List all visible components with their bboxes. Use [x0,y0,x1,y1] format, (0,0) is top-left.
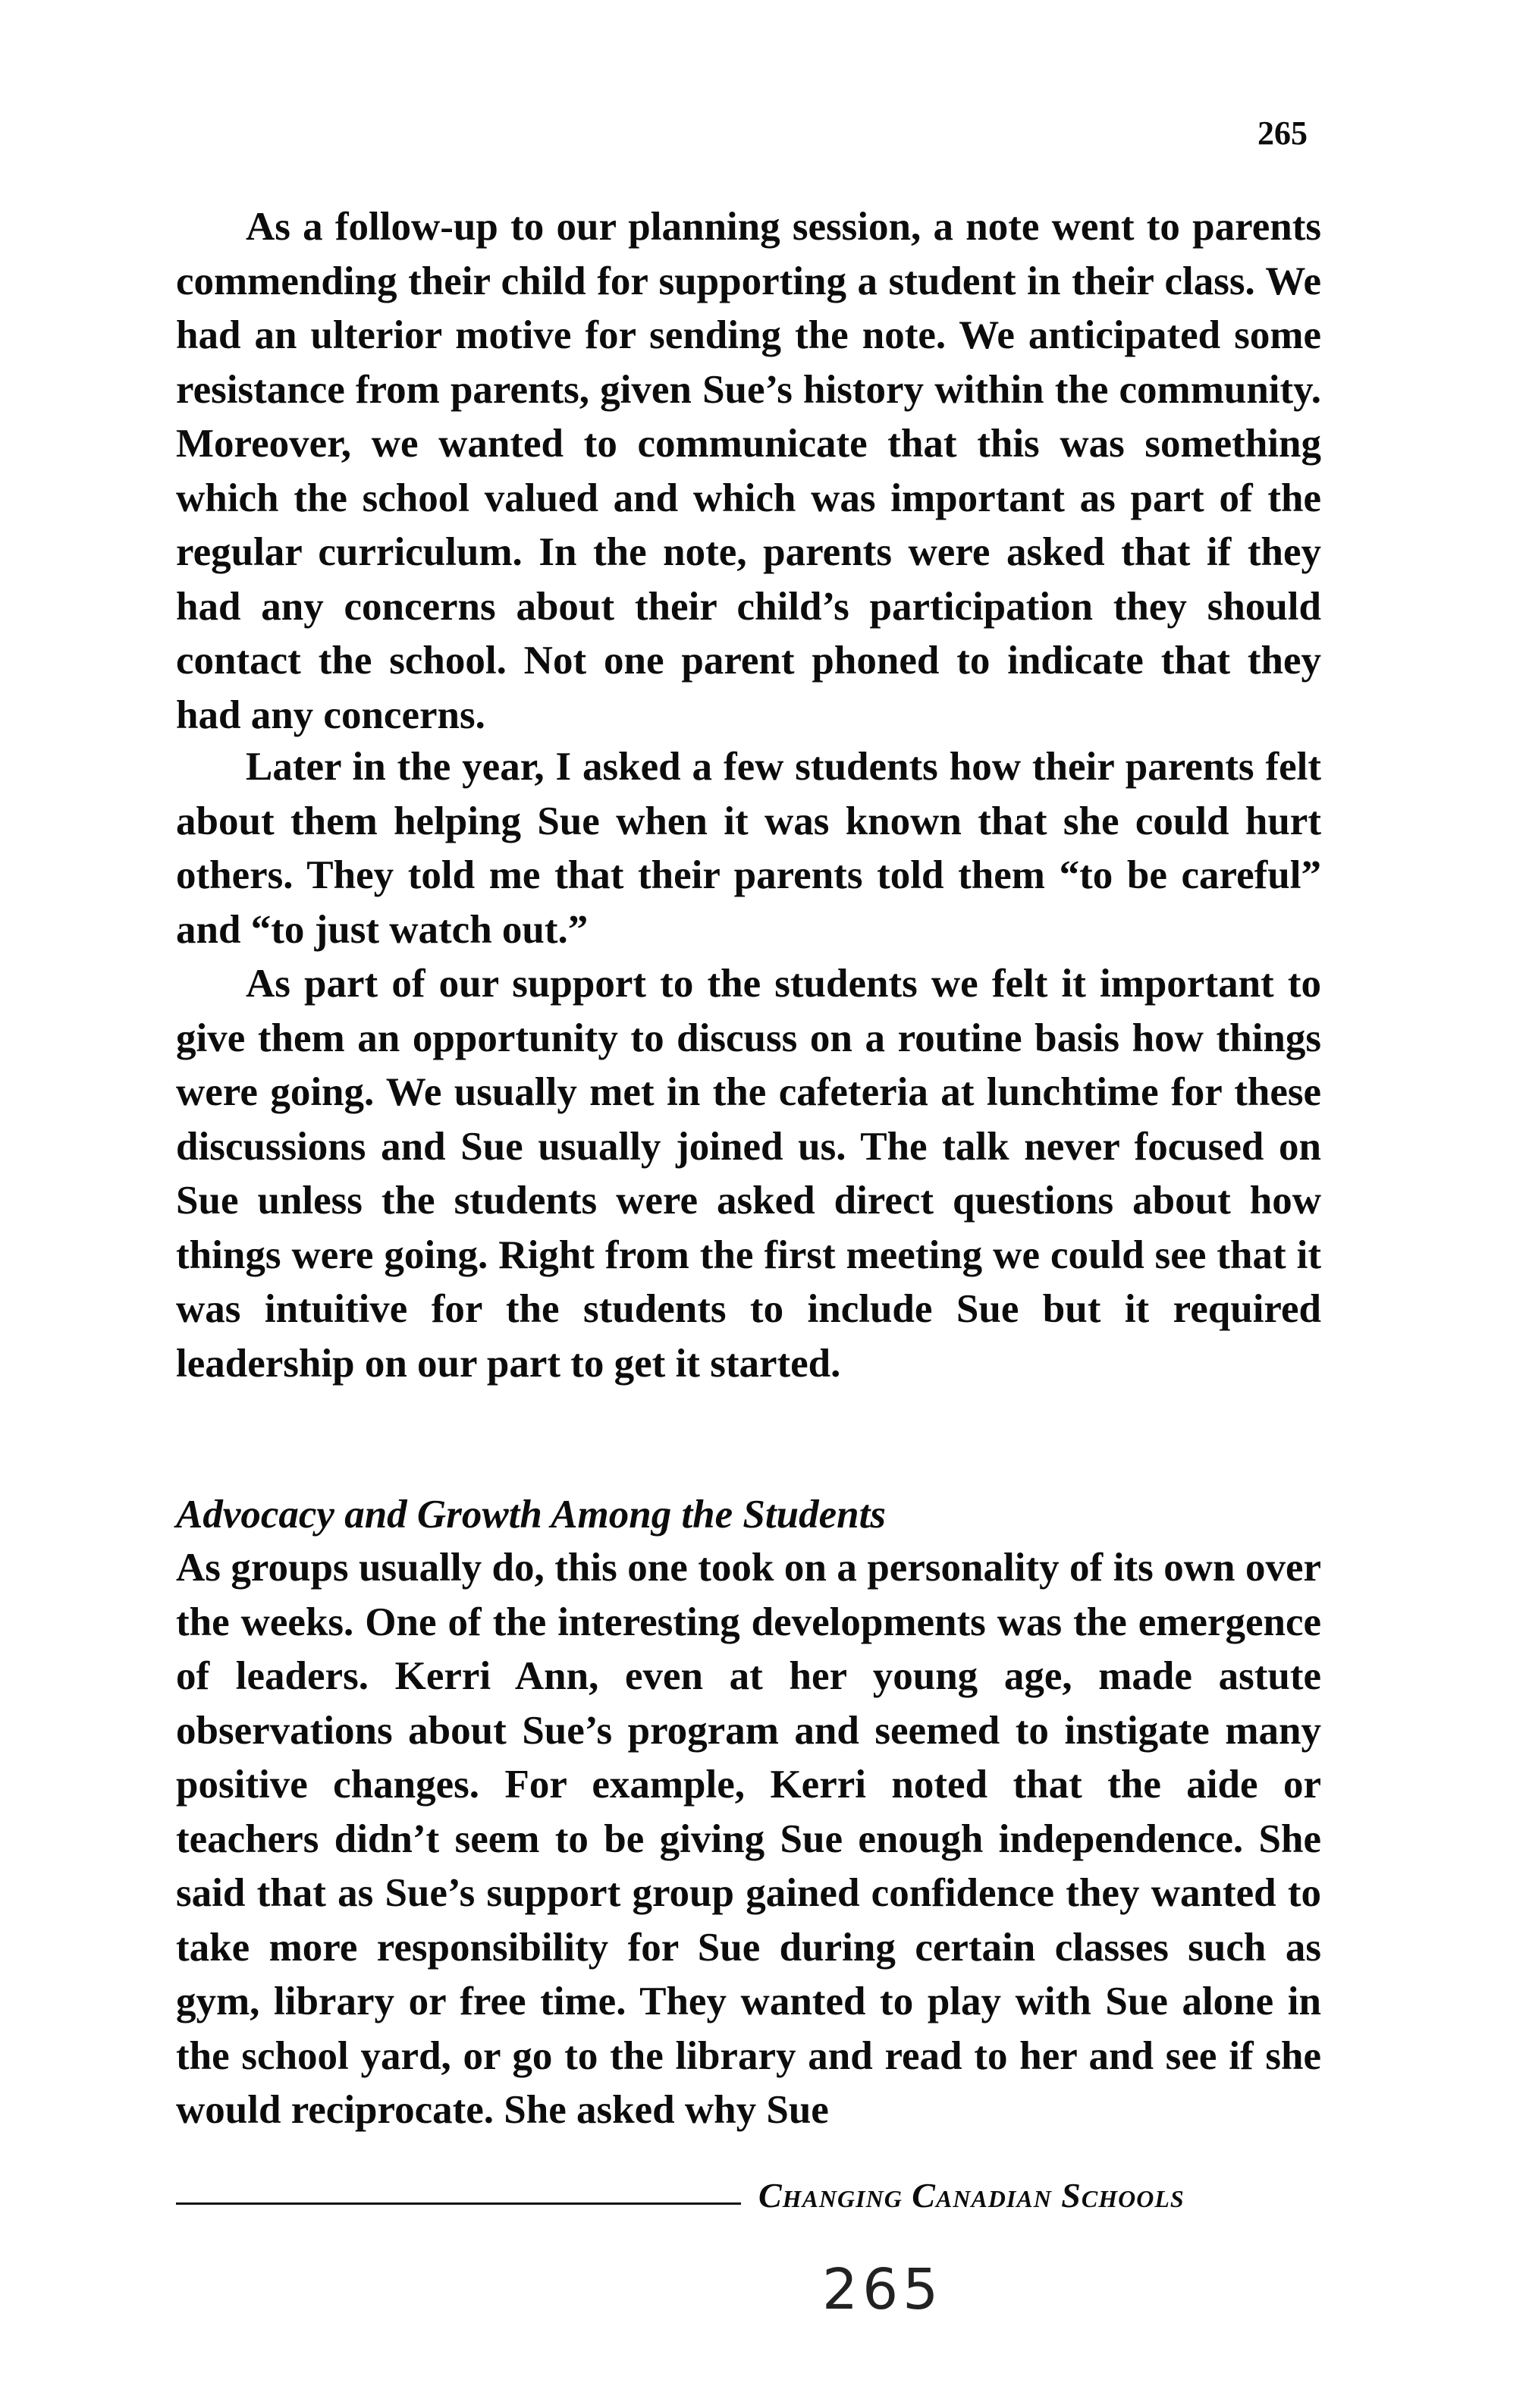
body-paragraph-4 [176,1541,1321,2138]
footer-book-title: Changing Canadian Schools [758,2176,1185,2215]
body-paragraph-1 [176,200,1321,742]
body-paragraph-3 [176,957,1321,1391]
paragraph-lunch-discussions: As part of our support to the students we felt it important to give them an opportunity to discuss on a routine basis how things were going. We usually met in the cafeteria at lunchtime for these discussions and Sue usually joined us. The talk never focused on Sue unless the students were asked direct questions about how things were going. Right from the first meeting we could see that it was intuitive for the students to include Sue but it required leadership on our part to get it started. [176,962,1321,1386]
section-heading: Advocacy and Growth Among the Students [176,1493,886,1537]
paragraph-group-personality: As groups usually do, this one took on a personality of its own over the weeks. One of the interesting developments was the emergence of leaders. Kerri Ann, even at her young age, made astute observations about Sue’s program and seemed to instigate many positive changes. For example, Kerri noted that the aide or teachers didn’t seem to be giving Sue enough independence. She said that as Sue’s support group gained confidence they wanted to take more responsibility for Sue during certain classes such as gym, library or free time. They wanted to play with Sue alone in the school yard, or go to the library and read to her and see if she would reciprocate. She asked why Sue [176,1546,1321,2132]
page-number-top: 265 [1257,115,1308,152]
paragraph-follow-up-note: As a follow-up to our planning session, a note went to parents commending their child for supporting a student in their class. We had an ulterior motive for sending the note. We anticipated some resistance from parents, given Sue’s history within the community. Moreover, we wanted to communicate that this was something which the school valued and which was important as part of the regular curriculum. In the note, parents were asked that if they had any concerns about their child’s participation they should contact the school. Not one parent phoned to indicate that they had any concerns. [176,205,1321,737]
footer-rule [176,2202,741,2205]
paragraph-parents-reaction: Later in the year, I asked a few students how their parents felt about them helping Sue when it was known that she could hurt others. They told me that their parents told them “to be careful” and “to just watch out.” [176,745,1321,952]
page-number-bottom: 265 [822,2257,943,2322]
body-paragraph-2 [176,740,1321,957]
